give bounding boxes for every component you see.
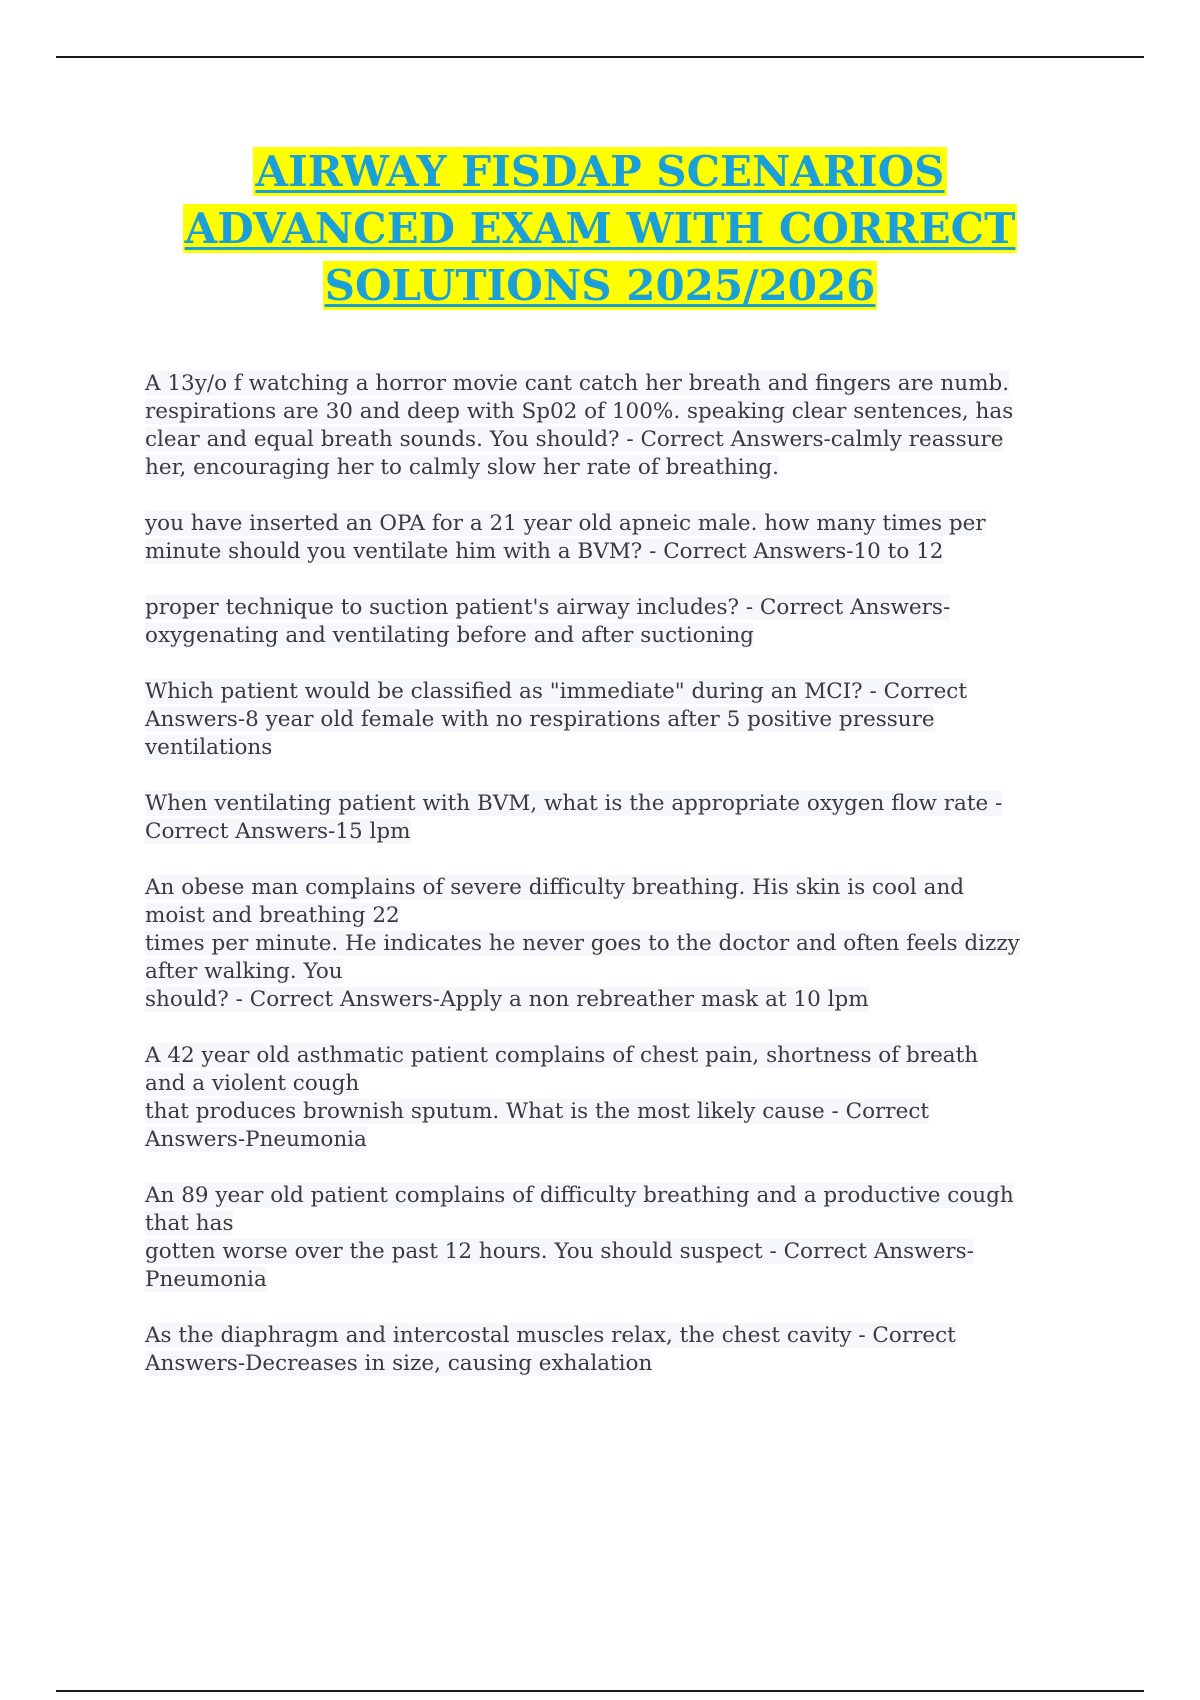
qa-line: When ventilating patient with BVM, what is the appropriate oxygen flow rate -	[145, 791, 1003, 816]
qa-line: that has	[145, 1211, 234, 1236]
qa-item	[145, 1042, 1090, 1154]
qa-line: should? - Correct Answers-Apply a non rebreather mask at 10 lpm	[145, 987, 869, 1012]
qa-list	[145, 370, 1090, 1406]
qa-item	[145, 370, 1090, 482]
qa-line: minute should you ventilate him with a BVM? - Correct Answers-10 to 12	[145, 539, 944, 564]
qa-line: times per minute. He indicates he never goes to the doctor and often feels dizzy	[145, 931, 1020, 956]
title-line-1: AIRWAY FISDAP SCENARIOS	[255, 147, 945, 196]
qa-item	[145, 510, 1090, 566]
qa-line: Pneumonia	[145, 1267, 267, 1292]
qa-item	[145, 1322, 1090, 1378]
qa-item	[145, 1182, 1090, 1294]
top-rule	[56, 56, 1144, 58]
qa-line: Correct Answers-15 lpm	[145, 819, 411, 844]
bottom-rule	[56, 1690, 1144, 1692]
qa-item	[145, 790, 1090, 846]
qa-line: and a violent cough	[145, 1071, 360, 1096]
qa-line: oxygenating and ventilating before and after suctioning	[145, 623, 754, 648]
qa-line: that produces brownish sputum. What is the most likely cause - Correct	[145, 1099, 929, 1124]
qa-line: moist and breathing 22	[145, 903, 400, 928]
document-title	[100, 143, 1100, 314]
qa-line: gotten worse over the past 12 hours. You should suspect - Correct Answers-	[145, 1239, 974, 1264]
qa-item	[145, 874, 1090, 1014]
qa-line: Answers-Decreases in size, causing exhalation	[145, 1351, 653, 1376]
title-line-3: SOLUTIONS 2025/2026	[324, 261, 876, 310]
qa-line: after walking. You	[145, 959, 343, 984]
qa-line: A 42 year old asthmatic patient complains of chest pain, shortness of breath	[145, 1043, 979, 1068]
qa-line: respirations are 30 and deep with Sp02 of 100%. speaking clear sentences, has	[145, 399, 1014, 424]
qa-line: As the diaphragm and intercostal muscles relax, the chest cavity - Correct	[145, 1323, 956, 1348]
qa-line: her, encouraging her to calmly slow her rate of breathing.	[145, 455, 780, 480]
qa-line: An 89 year old patient complains of difficulty breathing and a productive cough	[145, 1183, 1014, 1208]
qa-item	[145, 678, 1090, 762]
qa-line: A 13y/o f watching a horror movie cant catch her breath and fingers are numb.	[145, 371, 1010, 396]
qa-line: you have inserted an OPA for a 21 year old apneic male. how many times per	[145, 511, 986, 536]
qa-line: Which patient would be classified as "immediate" during an MCI? - Correct	[145, 679, 967, 704]
qa-line: clear and equal breath sounds. You should? - Correct Answers-calmly reassure	[145, 427, 1004, 452]
qa-item	[145, 594, 1090, 650]
qa-line: ventilations	[145, 735, 273, 760]
title-line-2: ADVANCED EXAM WITH CORRECT	[184, 204, 1016, 253]
qa-line: proper technique to suction patient's airway includes? - Correct Answers-	[145, 595, 951, 620]
qa-line: Answers-8 year old female with no respirations after 5 positive pressure	[145, 707, 935, 732]
qa-line: Answers-Pneumonia	[145, 1127, 367, 1152]
qa-line: An obese man complains of severe difficulty breathing. His skin is cool and	[145, 875, 965, 900]
